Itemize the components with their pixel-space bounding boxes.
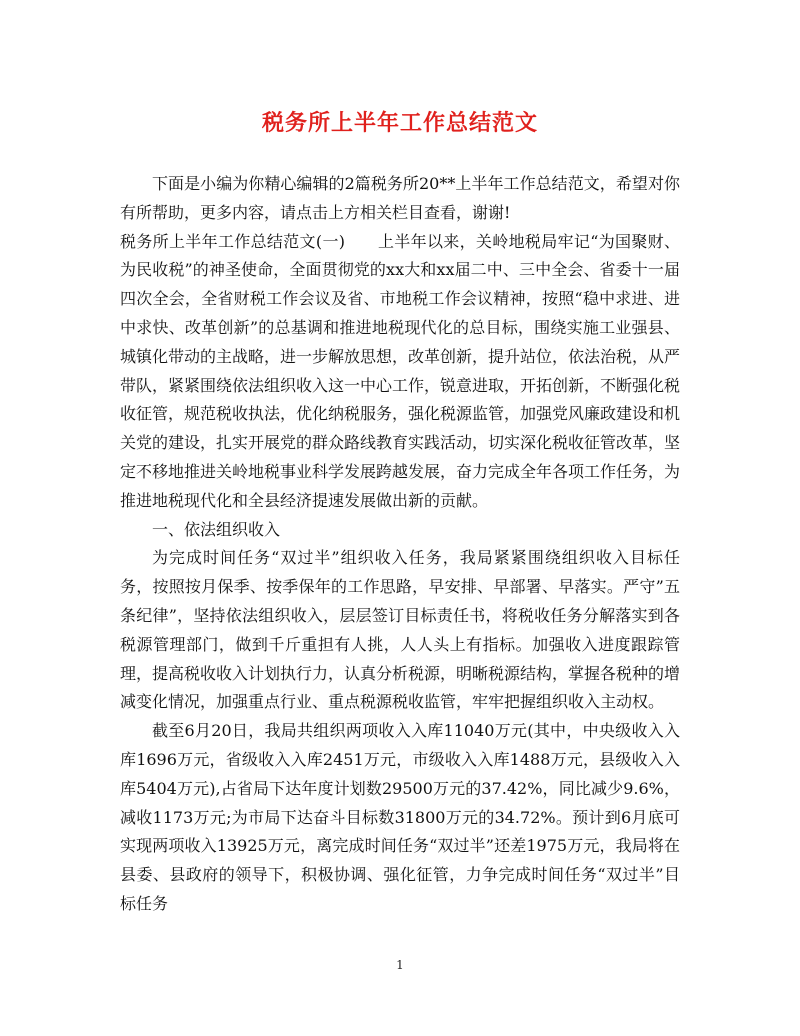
document-body (120, 170, 680, 919)
page-number: 1 (396, 958, 404, 972)
intro-paragraph: 下面是小编为你精心编辑的2篇税务所20**上半年工作总结范文，希望对你有所帮助，更多内容，请点击上方相关栏目查看，谢谢! (120, 174, 680, 222)
income-figures-paragraph: 截至6月20日，我局共组织两项收入入库11040万元(其中，中央级收入入库1696万元，省级收入入库2451万元，市级收入入库1488万元，县级收入入库5404万元),占省局下达年度计划数29500万元的37.42%，同比减少9.6%，减收1173万元;为市局下达奋斗目标数31800万元的34.72%。预计到6月底可实现两项收入13925万元，离完成时间任务“双过半”还差1975万元，我局将在县委、县政府的领导下，积极协调、强化征管，力争完成时间任务“双过半”目标任务 (120, 721, 680, 913)
section-heading: 一、依法组织收入 (152, 519, 281, 539)
income-task-paragraph: 为完成时间任务“双过半”组织收入任务，我局紧紧围绕组织收入目标任务，按照按月保季、按季保年的工作思路，早安排、早部署、早落实。严守”五条纪律”，坚持依法组织收入，层层签订目标责任书，将税收任务分解落实到各税源管理部门，做到千斤重担有人挑，人人头上有指标。加强收入进度跟踪管理，提高税收收入计划执行力，认真分析税源，明晰税源结构，掌握各税种的增减变化情况，加强重点行业、重点税源税收监管，牢牢把握组织收入主动权。 (120, 548, 681, 712)
section-one-paragraph: 税务所上半年工作总结范文(一) 上半年以来，关岭地税局牢记“为国聚财、为民收税”的神圣使命，全面贯彻党的xx大和xx届二中、三中全会、省委十一届四次全会，全省财税工作会议及省、市地税工作会议精神，按照“稳中求进、进中求快、改革创新”的总基调和推进地税现代化的总目标，围绕实施工业强县、城镇化带动的主战略，进一步解放思想，改革创新，提升站位，依法治税，从严带队，紧紧围绕依法组织收入这一中心工作，锐意进取，开拓创新，不断强化税收征管，规范税收执法，优化纳税服务，强化税源监管，加强党风廉政建设和机关党的建设，扎实开展党的群众路线教育实践活动，切实深化税收征管改革，坚定不移地推进关岭地税事业科学发展跨越发展，奋力完成全年各项工作任务，为推进地税现代化和全县经济提速发展做出新的贡献。 (120, 231, 681, 510)
document-title: 税务所上半年工作总结范文 (261, 110, 538, 136)
